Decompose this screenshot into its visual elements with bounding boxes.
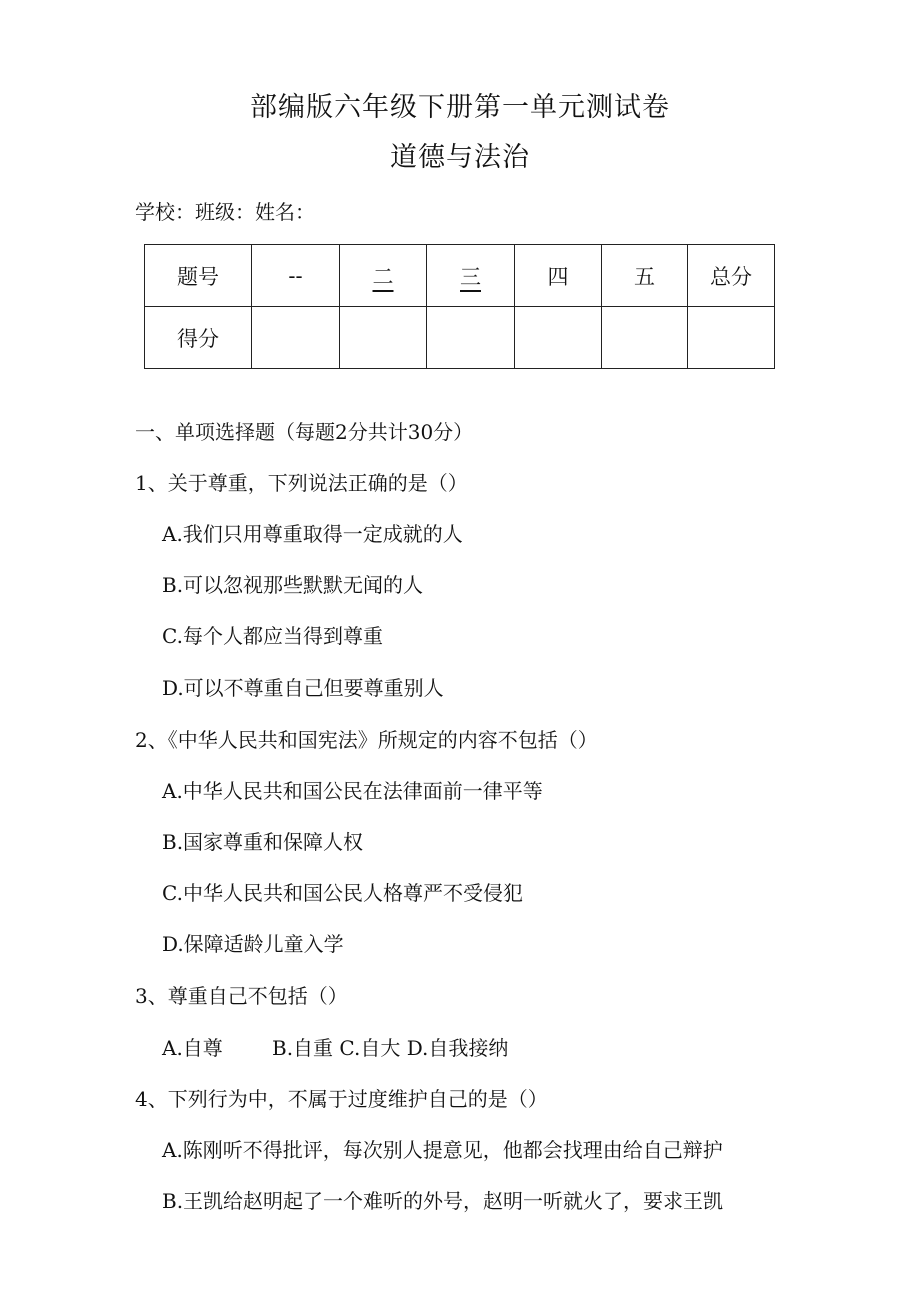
- question-2-option-b: B.国家尊重和保障人权: [162, 830, 364, 854]
- question-4-option-b: B.王凯给赵明起了一个难听的外号，赵明一听就火了，要求王凯: [162, 1189, 724, 1213]
- question-3-options-bcd: B.自重 C.自大 D.自我接纳: [272, 1036, 509, 1060]
- score-cell-total[interactable]: [688, 307, 775, 369]
- question-2-option-a: A.中华人民共和国公民在法律面前一律平等: [162, 779, 543, 803]
- question-4-option-a: A.陈刚听不得批评，每次别人提意见，他都会找理由给自己辩护: [162, 1138, 723, 1162]
- question-1-option-b: B.可以忽视那些默默无闻的人: [162, 573, 424, 597]
- header-cell-question-number: 题号: [145, 245, 252, 307]
- section-heading: 一、单项选择题（每题2分共计30分）: [135, 420, 474, 444]
- question-1-option-c: C.每个人都应当得到尊重: [162, 624, 383, 648]
- score-cell-part-1[interactable]: [252, 307, 340, 369]
- question-2-option-d: D.保障适龄儿童入学: [162, 932, 344, 956]
- question-1-option-d: D.可以不尊重自己但要尊重别人: [162, 676, 444, 700]
- question-3-option-a: A.自尊: [162, 1036, 223, 1060]
- exam-subject: 道德与法治: [390, 142, 530, 173]
- score-cell-part-2[interactable]: [340, 307, 427, 369]
- question-4-stem: 4、下列行为中，不属于过度维护自己的是（）: [135, 1087, 548, 1111]
- score-table-header-row: [145, 245, 775, 307]
- header-cell-part-1: --: [252, 245, 340, 307]
- score-cell-part-5[interactable]: [602, 307, 688, 369]
- score-cell-part-3[interactable]: [427, 307, 515, 369]
- question-2-option-c: C.中华人民共和国公民人格尊严不受侵犯: [162, 881, 523, 905]
- header-cell-part-4: 四: [515, 245, 602, 307]
- header-cell-part-3: 三: [427, 245, 515, 307]
- question-1-stem: 1、关于尊重，下列说法正确的是（）: [135, 471, 468, 495]
- question-2-stem: 2、《中华人民共和国宪法》所规定的内容不包括（）: [135, 728, 598, 752]
- header-cell-part-2: 二: [340, 245, 427, 307]
- header-cell-part-5: 五: [602, 245, 688, 307]
- header-cell-total: 总分: [688, 245, 775, 307]
- exam-title: 部编版六年级下册第一单元测试卷: [250, 92, 670, 123]
- score-row-label: 得分: [145, 307, 252, 369]
- student-info-line: 学校：班级：姓名：: [135, 200, 315, 224]
- score-table: [144, 244, 775, 369]
- score-table-score-row: [145, 307, 775, 369]
- score-cell-part-4[interactable]: [515, 307, 602, 369]
- question-1-option-a: A.我们只用尊重取得一定成就的人: [162, 522, 463, 546]
- question-3-stem: 3、尊重自己不包括（）: [135, 984, 348, 1008]
